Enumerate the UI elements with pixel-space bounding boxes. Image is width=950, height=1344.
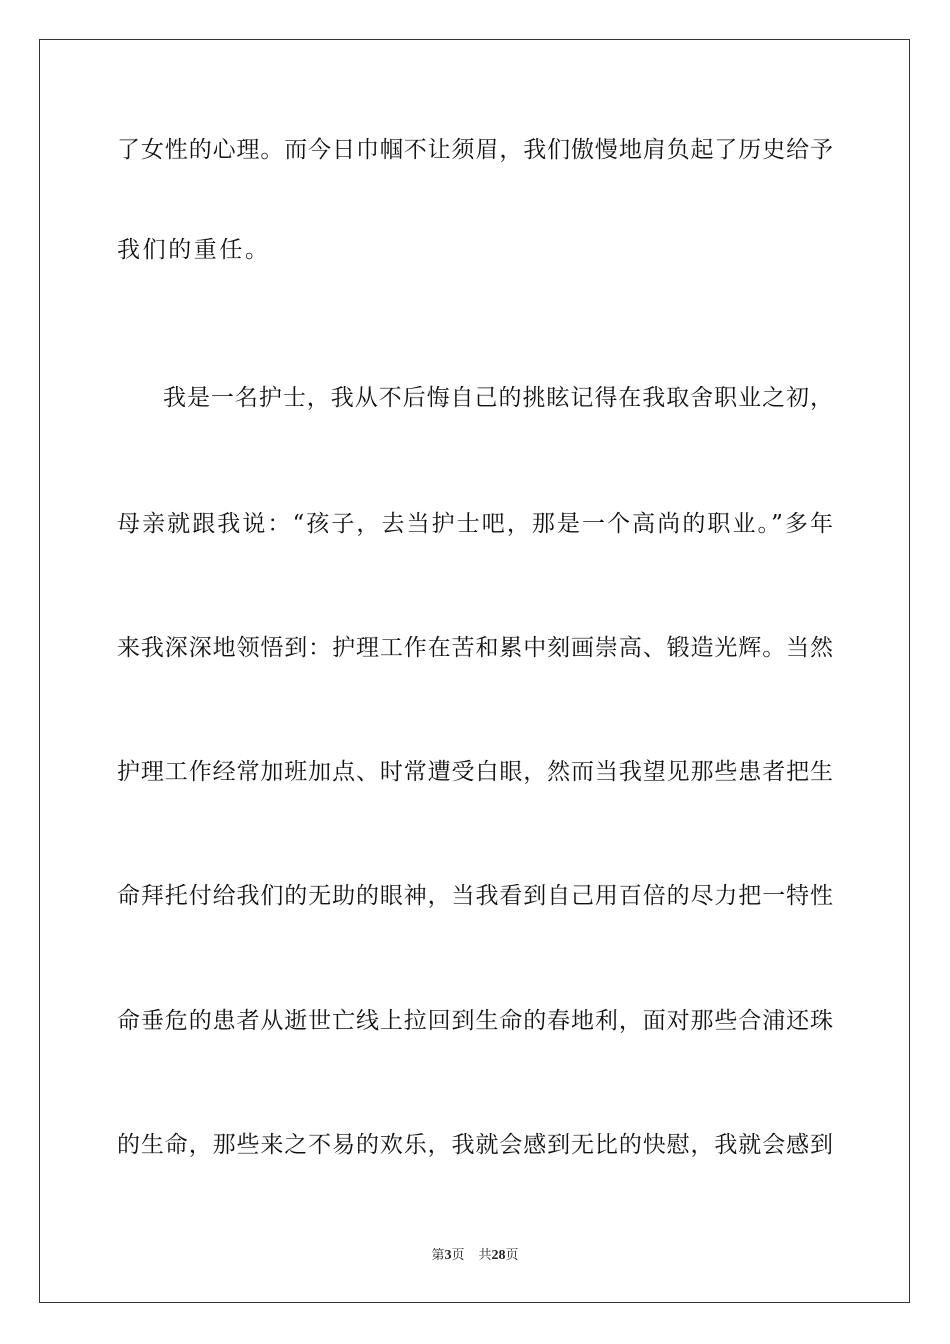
total-prefix: 共 [478, 1248, 492, 1263]
total-suffix: 页 [505, 1248, 519, 1263]
text-line-5: 来我深深地领悟到：护理工作在苦和累中刻画崇高、锻造光辉。当然 [117, 635, 833, 661]
text-line-6: 护理工作经常加班加点、时常遭受白眼，然而当我望见那些患者把生 [117, 759, 833, 785]
text-line-7: 命拜托付给我们的无助的眼神，当我看到自己用百倍的尽力把一特性 [117, 883, 833, 909]
text-line-4: 母亲就跟我说：“孩子，去当护士吧，那是一个高尚的职业。”多年 [117, 511, 833, 537]
page-number: 3 [444, 1248, 452, 1263]
text-line-3-paragraph-start: 我是一名护士，我从不后悔自己的挑眩记得在我取舍职业之初， [163, 385, 833, 411]
text-line-2: 我们的重任。 [117, 237, 271, 263]
page-suffix: 页 [451, 1248, 465, 1263]
text-line-9: 的生命，那些来之不易的欢乐，我就会感到无比的快慰，我就会感到 [117, 1132, 833, 1158]
text-line-1: 了女性的心理。而今日巾帼不让须眉，我们傲慢地肩负起了历史给予 [117, 137, 833, 163]
page-prefix: 第 [431, 1248, 445, 1263]
total-pages: 28 [491, 1248, 506, 1263]
page-border [39, 39, 910, 1303]
page-footer [0, 1247, 950, 1265]
text-line-8: 命垂危的患者从逝世亡线上拉回到生命的春地利，面对那些合浦还珠 [117, 1008, 833, 1034]
